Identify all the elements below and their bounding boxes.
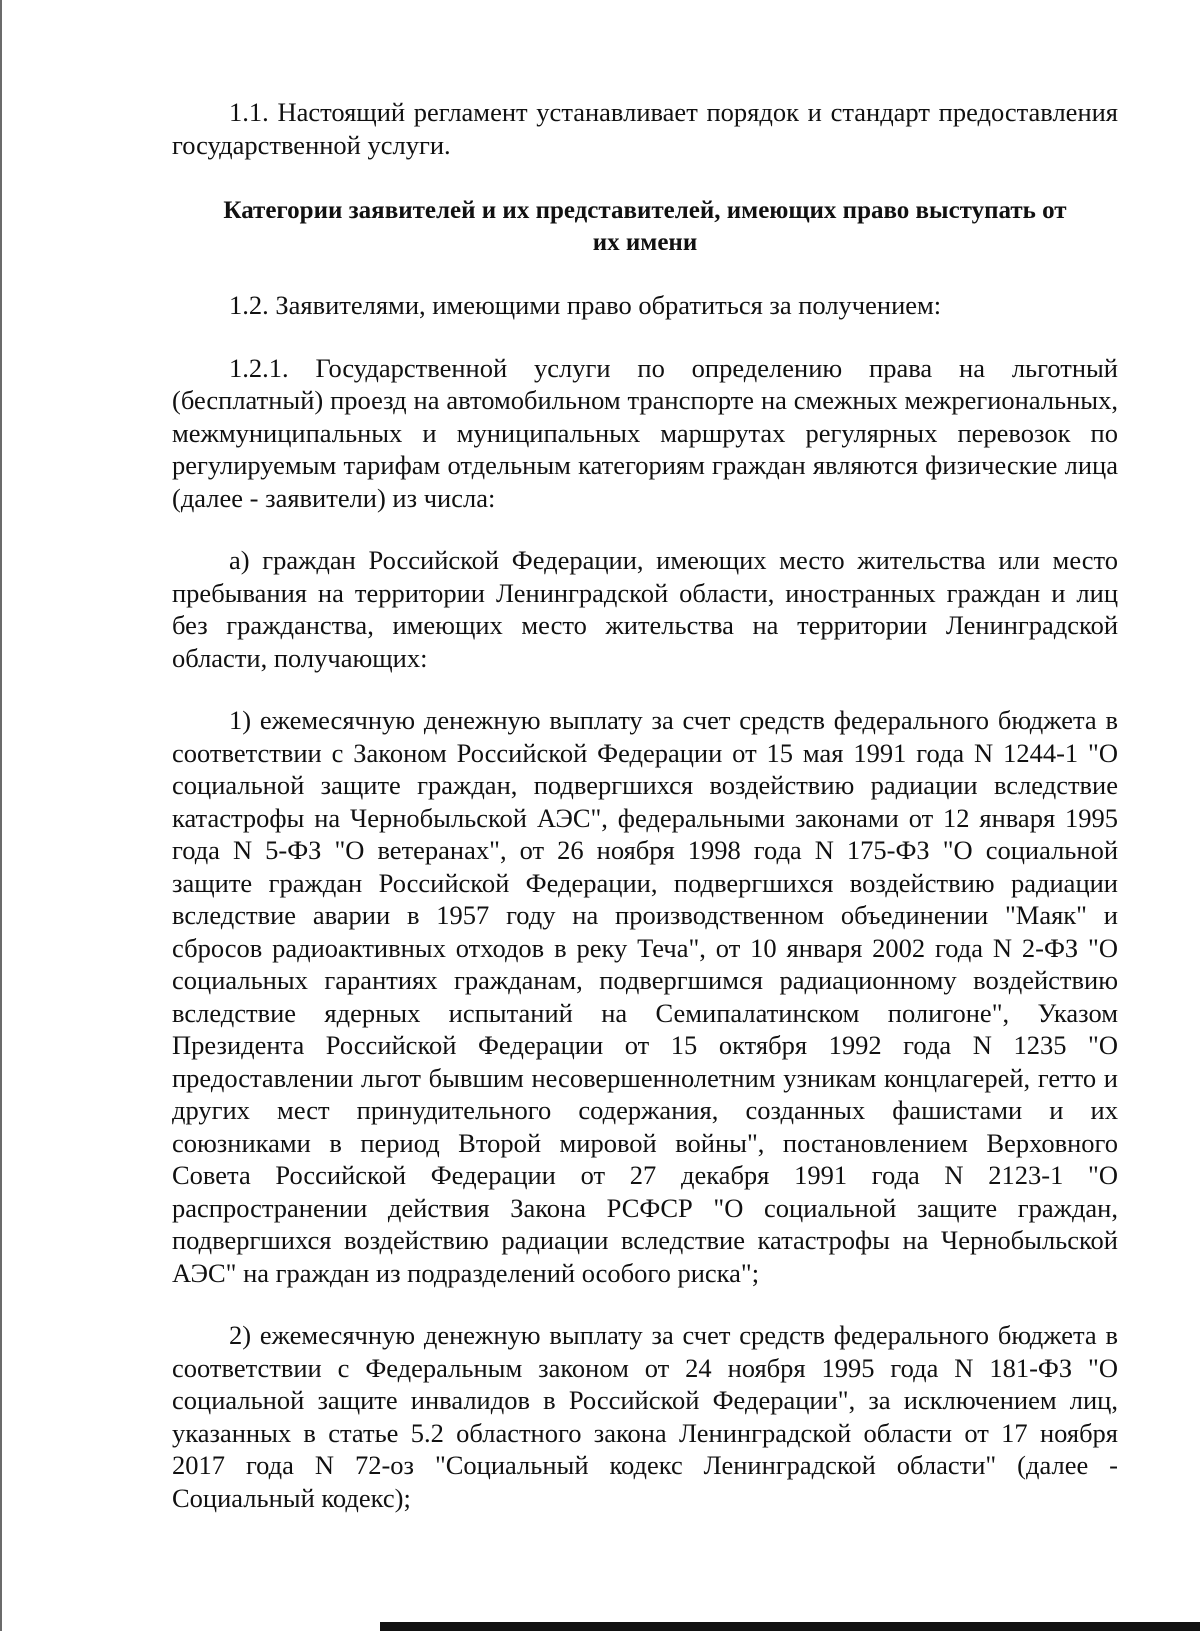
scan-edge-bottom: [380, 1622, 1200, 1631]
paragraph-a: а) граждан Российской Федерации, имеющих место жительства или место пребывания на территории Ленинградской области, иностранных граждан и лиц без гражданства, имеющих место жительства на территории Ленинградской области, получающих:: [172, 545, 1118, 673]
paragraph-item-2: 2) ежемесячную денежную выплату за счет средств федерального бюджета в соответствии с Федеральным законом от 24 ноября 1995 года N 181-ФЗ "О социальной защите инвалидов в Российской Федерации", за исключением лиц, указанных в статье 5.2 областного закона Ленинградской области от 17 ноября 2017 года N 72-оз "Социальный кодекс Ленинградской области" (далее - Социальный кодекс);: [172, 1320, 1118, 1513]
spacer: [172, 161, 1118, 195]
paragraph-1-2-1: 1.2.1. Государственной услуги по определению права на льготный (бесплатный) проезд на автомобильном транспорте на смежных межрегиональных, межмуниципальных и муниципальных маршрутах регулярных перевозок по регулируемым тарифам отдельным категориям граждан являются физические лица (далее - заявители) из числа:: [172, 352, 1118, 513]
spacer: [172, 259, 1118, 289]
paragraph-item-1: 1) ежемесячную денежную выплату за счет средств федерального бюджета в соответствии с Законом Российской Федерации от 15 мая 1991 года N 1244-1 "О социальной защите граждан, подвергшихся воздействию радиации вследствие катастрофы на Чернобыльской АЭС", федеральными законами от 12 января 1995 года N 5-ФЗ "О ветеранах", от 26 ноября 1998 года N 175-ФЗ "О социальной защите граждан Российской Федерации, подвергшихся воздействию радиации вследствие аварии в 1957 году на производственном объединении "Маяк" и сбросов радиоактивных отходов в реку Теча", от 10 января 2002 года N 2-ФЗ "О социальных гарантиях гражданам, подвергшимся радиационному воздействию вследствие ядерных испытаний на Семипалатинском полигоне", Указом Президента Российской Федерации от 15 октября 1992 года N 1235 "О предоставлении льгот бывшим несовершеннолетним узникам концлагерей, гетто и других мест принудительного содержания, созданных фашистами и их союзниками в период Второй мировой войны", постановлением Верховного Совета Российской Федерации от 27 декабря 1991 года N 2123-1 "О распространении действия Закона РСФСР "О социальной защите граждан, подвергшихся воздействию радиации вследствие катастрофы на Чернобыльской АЭС" на граждан из подразделений особого риска";: [172, 705, 1118, 1288]
spacer: [172, 322, 1118, 352]
section-heading-categories: Категории заявителей и их представителей, имеющих право выступать от их имени: [223, 197, 1067, 256]
spacer: [172, 674, 1118, 704]
paragraph-1-1: 1.1. Настоящий регламент устанавливает порядок и стандарт предоставления государственной услуги.: [172, 97, 1118, 160]
scan-edge-left: [0, 0, 2, 1631]
spacer: [172, 1289, 1118, 1319]
spacer: [172, 514, 1118, 544]
paragraph-1-2: 1.2. Заявителями, имеющими право обратиться за получением:: [229, 290, 942, 320]
document-page: [172, 96, 1118, 1514]
